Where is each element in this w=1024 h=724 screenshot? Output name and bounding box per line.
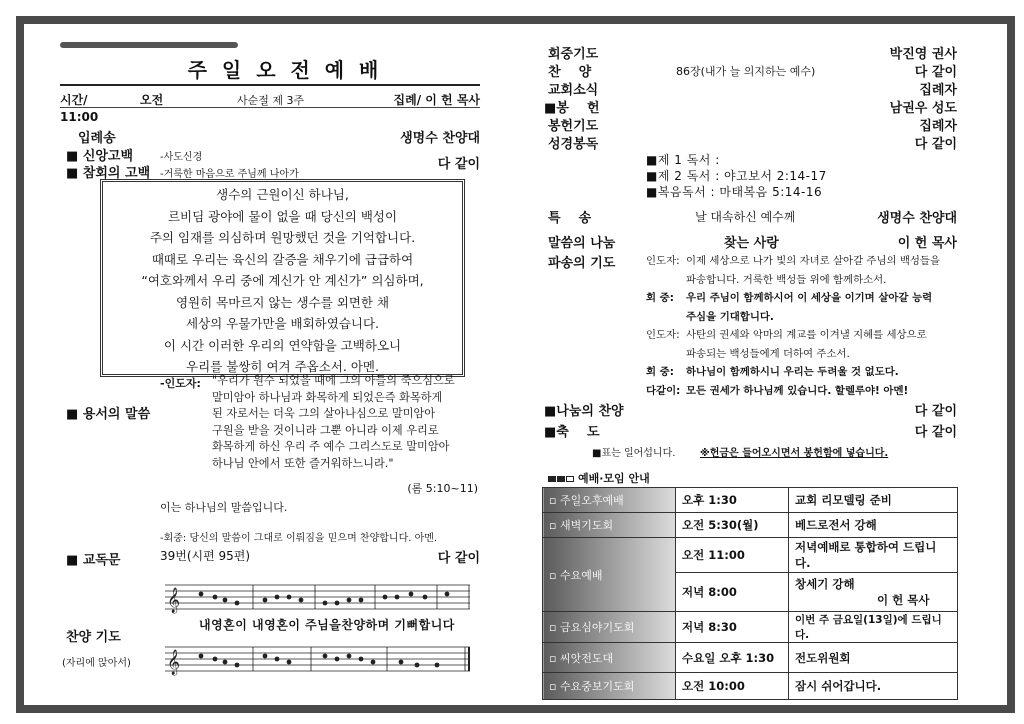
blessing-label: ■축 도 (544, 425, 600, 440)
square-outline-icon (566, 476, 574, 482)
schedule-name: ▫ 금요심야기도회 (543, 612, 676, 643)
sermon-title: 찾는 사랑 (724, 236, 779, 251)
schedule-desc: 전도위원회 (789, 643, 958, 673)
confession-line: 우리를 불쌍히 여겨 주옵소서. 아멘. (186, 359, 379, 374)
scripture-readings (646, 152, 827, 200)
confession-line: 이 시간 이러한 우리의 연약함을 고백하오니 (163, 337, 402, 353)
responsive-who: 다 같이 (437, 551, 480, 566)
sending-line: 회 중: 우리 주님이 함께하시어 이 세상을 이기며 살아갈 능력 (646, 292, 933, 304)
schedule-desc: 이번 주 금요일(13일)에 드립니다. (789, 612, 958, 643)
page-title: 주 일 오 전 예 배 (187, 58, 383, 82)
schedule-desc: 잠시 쉬어갑니다. (789, 673, 958, 700)
absolution-closing: 이는 하나님의 말씀입니다. (160, 501, 288, 514)
sermon-label: 말씀의 나눔 (548, 236, 616, 251)
responsive-value: 39번(시편 95편) (160, 549, 251, 563)
row-value: 집례자 (919, 83, 957, 98)
responsive-label: ■ 교독문 (66, 553, 121, 568)
sharing-song-label: ■나눔의 찬양 (544, 404, 624, 419)
sending-line: 다같이: 모든 권세가 하나님께 있습니다. 할렐루야! 아멘! (646, 384, 909, 397)
prayer-song-label: 찬양 기도 (66, 630, 121, 645)
sending-line: 주심을 기대합니다. (686, 310, 774, 323)
row-label: 봉헌기도 (548, 119, 599, 134)
schedule-desc: 교회 리모델링 준비 (789, 488, 958, 513)
schedule-time: 저녁 8:30 (676, 612, 789, 643)
creed-note: -사도신경 (160, 152, 203, 163)
season-label: 사순절 제 3주 (237, 94, 305, 107)
absolution-response: -회중: 당신의 말씀이 그대로 이뤄짐을 믿으며 찬양합니다. 아멘. (160, 533, 438, 544)
time-label: 시간/ (60, 93, 88, 107)
absolution-ref: (롬 5:10~11) (407, 482, 478, 495)
music-staff-1 (165, 580, 475, 614)
schedule-desc-line: 창세기 강해 (795, 577, 855, 591)
title-divider (60, 84, 480, 86)
confession-label: ■ 참회의 고백 (66, 166, 151, 181)
sending-line: 파송합니다. 거룩한 백성들 위에 함께하소서. (686, 273, 887, 286)
absolution-line: 하나님 안에서 또한 즐거워하느니라." (212, 456, 394, 470)
schedule-desc: 베드로전서 강해 (789, 513, 958, 538)
sermon-preacher: 이 헌 목사 (897, 236, 957, 251)
table-row (543, 488, 958, 513)
schedule-desc: 저녁예배로 통합하여 드립니다. (789, 538, 958, 573)
svg-text:𝄞: 𝄞 (167, 588, 181, 613)
absolution-line: "우리가 원수 되었을 때에 그의 아들의 죽으심으로 (212, 374, 455, 387)
title-bar-decoration (60, 42, 238, 48)
confession-line: “여호와께서 우리 중에 계신가 안 계신가” 의심하며, (141, 273, 424, 288)
creed-label: ■ 신앙고백 (66, 149, 134, 164)
offering-note: ※헌금은 들어오시면서 봉헌함에 넣습니다. (700, 448, 889, 459)
absolution-line: 된 자로서는 더욱 그의 살아나심으로 말미암아 (212, 407, 436, 420)
square-icon (557, 476, 565, 482)
confession-line: 영원히 목마르지 않는 생수를 외면한 채 (175, 294, 390, 310)
sending-prayer-label: 파송의 기도 (548, 256, 616, 271)
special-song-label: 특 송 (548, 211, 592, 226)
music-staff-2 (165, 642, 475, 676)
schedule-time: 저녁 8:00 (676, 573, 789, 612)
schedule-name: ▫ 수요예배 (543, 538, 676, 612)
confession-line: 주의 임재를 의심하며 원망했던 것을 기억합니다. (149, 230, 416, 245)
absolution-line: 말미암아 하나님과 화목하게 되었은즉 화목하게 (212, 390, 443, 404)
schedule-name: ▫ 주일오후예배 (543, 488, 676, 513)
confession-who: 다 같이 (437, 157, 480, 172)
table-row (543, 513, 958, 538)
schedule-time: 오후 1:30 (676, 488, 789, 513)
special-song-value: 생명수 찬양대 (877, 211, 957, 226)
row-value: 다 같이 (914, 137, 957, 152)
confession-line: 때때로 우리는 육신의 갈증을 채우기에 급급하여 (151, 251, 414, 267)
row-label: 교회소식 (548, 83, 599, 98)
sending-line: 파송되는 백성들에게 더하여 주소서. (686, 347, 850, 360)
prayer-song-sub: (자리에 앉아서) (62, 658, 131, 669)
table-row (543, 538, 958, 573)
row-value: 박진영 권사 (889, 47, 957, 62)
row-value: 다 같이 (914, 65, 957, 80)
schedule-title: 예배·모임 안내 (548, 470, 650, 486)
blessing-value: 다 같이 (914, 425, 957, 440)
row-label: 성경봉독 (548, 137, 599, 152)
schedule-table (542, 487, 958, 700)
table-row (543, 673, 958, 700)
schedule-time: 오전 10:00 (676, 673, 789, 700)
sending-line: 인도자: 사탄의 권세와 악마의 계교를 이겨낼 지혜를 세상으로 (646, 329, 927, 341)
schedule-time: 수요일 오후 1:30 (676, 643, 789, 673)
row-label: ■봉 헌 (544, 101, 600, 116)
confession-line: 르비딤 광야에 물이 없을 때 당신의 백성이 (167, 208, 398, 224)
schedule-time: 오전 11:00 (676, 538, 789, 573)
reading-line: ■복음독서 : 마태복음 5:14-16 (646, 185, 823, 199)
entry-song-value: 생명수 찬양대 (400, 131, 480, 146)
table-row (543, 643, 958, 673)
absolution-line: 화목하게 하신 우리 주 예수 그리스도로 말미암아 (212, 440, 450, 453)
reading-line: ■제 1 독서 : (646, 153, 720, 167)
song-lyrics: 내영혼이 내영혼이 주님을찬양하며 기뻐합니다 (199, 618, 455, 632)
header-divider (60, 107, 480, 108)
schedule-desc (789, 573, 958, 612)
svg-text:𝄞: 𝄞 (167, 650, 181, 675)
table-row (543, 612, 958, 643)
schedule-time: 오전 5:30(월) (676, 513, 789, 538)
entry-song-label: 입례송 (78, 131, 116, 146)
absolution-line: 구원을 받을 것이니라 그뿐 아니라 이제 우리로 (212, 423, 439, 437)
absolution-label: ■ 용서의 말씀 (66, 407, 151, 422)
schedule-name: ▫ 씨앗전도대 (543, 643, 676, 673)
row-value: 집례자 (919, 119, 957, 134)
absolution-text (212, 373, 455, 472)
confession-line: 생수의 근원이신 하나님, (216, 187, 349, 202)
row-value: 남권우 성도 (889, 101, 957, 116)
sending-line: 인도자: 이제 세상으로 나가 빛의 자녀로 살아갈 주님의 백성들을 (646, 255, 940, 267)
confession-prayer-box (100, 179, 465, 377)
stand-note: ■표는 일어섭니다. (592, 448, 676, 459)
row-label: 찬 양 (548, 65, 592, 80)
officiant: 집례/ 이 헌 목사 (393, 93, 480, 107)
schedule-name: ▫ 새벽기도회 (543, 513, 676, 538)
schedule-name: ▫ 수요중보기도회 (543, 673, 676, 700)
sending-line: 회 중: 하나님이 함께하시니 우리는 두려울 것 없도다. (646, 366, 899, 378)
absolution-speaker: -인도자: (160, 377, 201, 390)
reading-line: ■제 2 독서 : 야고보서 2:14-17 (646, 169, 827, 183)
sharing-song-value: 다 같이 (914, 404, 957, 419)
confession-note: -거룩한 마음으로 주님께 나아가 (160, 169, 299, 180)
row-mid: 86장(내가 늘 의지하는 예수) (676, 65, 816, 78)
time-value: 오전 (140, 93, 164, 107)
sending-prayer-text (646, 252, 940, 400)
confession-line: 세상의 우물가만을 배회하였습니다. (185, 316, 380, 331)
schedule-desc-line: 이 헌 목사 (877, 593, 930, 607)
special-song-title: 날 대속하신 예수께 (695, 210, 796, 224)
row-label: 회중기도 (548, 47, 599, 62)
time-hour: 11:00 (60, 110, 99, 124)
square-icon (548, 476, 556, 482)
